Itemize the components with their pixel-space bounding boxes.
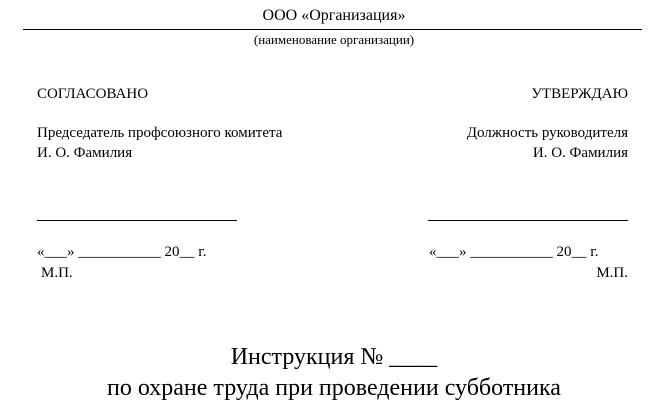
organization-name: ООО «Организация» xyxy=(262,7,406,24)
right-stamp-label: М.П. xyxy=(596,265,628,281)
document-title: Инструкция № ____ xyxy=(230,344,438,370)
union-chairman-name: И. О. Фамилия xyxy=(37,145,133,161)
confirm-heading: УТВЕРЖДАЮ xyxy=(531,86,628,102)
director-position: Должность руководителя xyxy=(466,125,628,141)
document-subtitle: по охране труда при проведении субботника xyxy=(107,375,561,401)
approved-heading: СОГЛАСОВАНО xyxy=(37,86,149,102)
left-date-field: «___» ___________ 20__ г. xyxy=(37,244,207,260)
right-signature-line xyxy=(428,220,628,221)
left-stamp-label: М.П. xyxy=(41,265,73,281)
right-date-field: «___» ___________ 20__ г. xyxy=(429,244,599,260)
organization-caption: (наименование организации) xyxy=(253,32,415,47)
organization-underline xyxy=(23,29,642,30)
union-chairman-position: Председатель профсоюзного комитета xyxy=(37,125,283,141)
director-name: И. О. Фамилия xyxy=(532,145,628,161)
left-signature-line xyxy=(37,220,237,221)
